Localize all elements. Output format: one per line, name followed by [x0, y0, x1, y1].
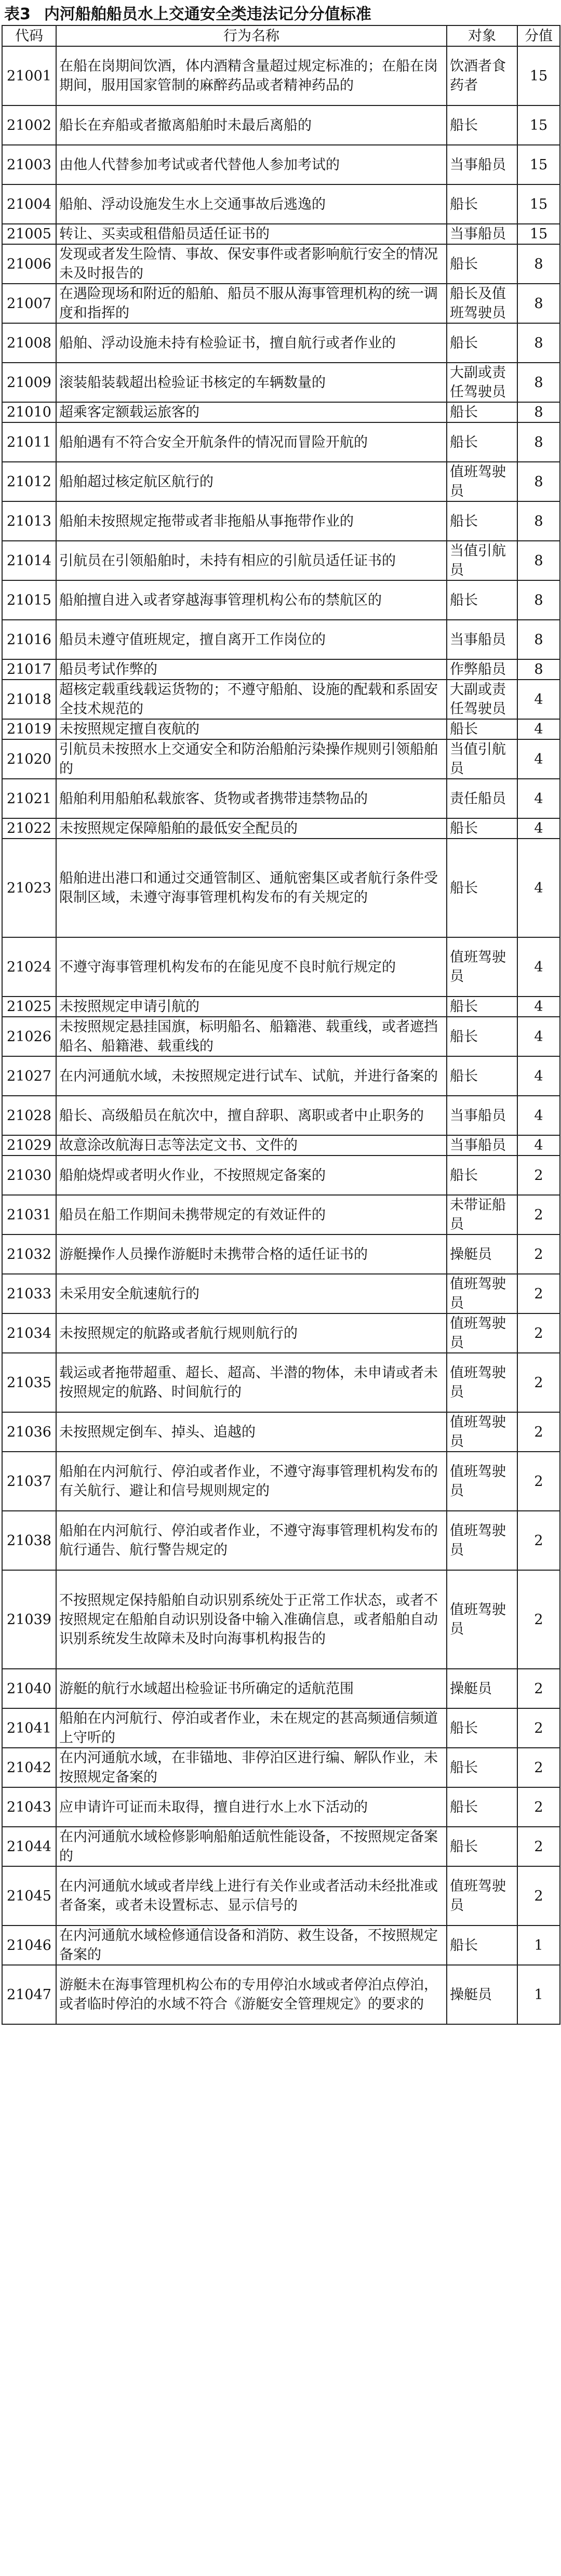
score-cell: 15 [517, 105, 560, 145]
score-cell: 2 [517, 1570, 560, 1669]
table-row [2, 1570, 560, 1669]
behavior-cell: 船长在弃船或者撤离船舶时未最后离船的 [56, 105, 447, 145]
behavior-cell: 滚装船装载超出检验证书核定的车辆数量的 [56, 363, 447, 402]
score-cell: 15 [517, 224, 560, 244]
code-cell: 21001 [2, 46, 56, 105]
target-cell: 当事船员 [447, 1096, 517, 1135]
table-row [2, 1511, 560, 1570]
score-cell: 8 [517, 422, 560, 462]
behavior-cell: 故意涂改航海日志等法定文书、文件的 [56, 1135, 447, 1156]
target-cell: 船长 [447, 323, 517, 363]
code-cell: 21039 [2, 1570, 56, 1669]
behavior-cell: 在内河通航水域或者岸线上进行有关作业或者活动未经批准或者备案，或者未设置标志、显示信号的 [56, 1866, 447, 1926]
target-cell: 作弊船员 [447, 659, 517, 680]
score-cell: 2 [517, 1511, 560, 1570]
target-cell: 船长 [447, 184, 517, 224]
score-cell: 8 [517, 462, 560, 501]
table-row [2, 818, 560, 839]
target-cell: 值班驾驶员 [447, 1511, 517, 1570]
score-cell: 8 [517, 402, 560, 422]
score-cell: 4 [517, 937, 560, 997]
table-row [2, 244, 560, 284]
table-row [2, 1827, 560, 1866]
code-cell: 21043 [2, 1787, 56, 1827]
code-cell: 21009 [2, 363, 56, 402]
behavior-cell: 船舶遇有不符合安全开航条件的情况而冒险开航的 [56, 422, 447, 462]
target-cell: 未带证船员 [447, 1195, 517, 1234]
code-cell: 21003 [2, 145, 56, 184]
code-cell: 21045 [2, 1866, 56, 1926]
table-row [2, 997, 560, 1017]
table-row [2, 779, 560, 818]
table-row [2, 323, 560, 363]
score-cell: 4 [517, 1096, 560, 1135]
code-cell: 21028 [2, 1096, 56, 1135]
column-header-score: 分值 [517, 25, 560, 46]
behavior-cell: 转让、买卖或租借船员适任证书的 [56, 224, 447, 244]
score-cell: 1 [517, 1965, 560, 2024]
table-row [2, 1412, 560, 1452]
behavior-cell: 游艇操作人员操作游艇时未携带合格的适任证书的 [56, 1234, 447, 1274]
table-row [2, 1096, 560, 1135]
target-cell: 当事船员 [447, 145, 517, 184]
target-cell: 当值引航员 [447, 739, 517, 779]
table-row [2, 284, 560, 323]
behavior-cell: 游艇未在海事管理机构公布的专用停泊水域或者停泊点停泊，或者临时停泊的水域不符合《游艇安全管理规定》的要求的 [56, 1965, 447, 2024]
table-row [2, 719, 560, 739]
code-cell: 21044 [2, 1827, 56, 1866]
target-cell: 船长 [447, 1748, 517, 1787]
table-row [2, 1787, 560, 1827]
table-row [2, 1708, 560, 1748]
score-cell: 2 [517, 1787, 560, 1827]
behavior-cell: 在内河通航水域，在非锚地、非停泊区进行编、解队作业，未按照规定备案的 [56, 1748, 447, 1787]
behavior-cell: 未按照规定悬挂国旗，标明船名、船籍港、载重线，或者遮挡船名、船籍港、载重线的 [56, 1017, 447, 1056]
behavior-cell: 游艇的航行水域超出检验证书所确定的适航范围 [56, 1669, 447, 1708]
score-cell: 4 [517, 1056, 560, 1096]
target-cell: 值班驾驶员 [447, 1313, 517, 1353]
behavior-cell: 载运或者拖带超重、超长、超高、半潜的物体，未申请或者未按照规定的航路、时间航行的 [56, 1353, 447, 1412]
behavior-cell: 由他人代替参加考试或者代替他人参加考试的 [56, 145, 447, 184]
table-number: 表3 [4, 5, 31, 23]
code-cell: 21022 [2, 818, 56, 839]
score-cell: 8 [517, 284, 560, 323]
target-cell: 船长 [447, 580, 517, 620]
behavior-cell: 船舶擅自进入或者穿越海事管理机构公布的禁航区的 [56, 580, 447, 620]
behavior-cell: 船舶在内河航行、停泊或者作业，未在规定的甚高频通信频道上守听的 [56, 1708, 447, 1748]
target-cell: 值班驾驶员 [447, 937, 517, 997]
score-cell: 4 [517, 997, 560, 1017]
score-cell: 8 [517, 659, 560, 680]
code-cell: 21010 [2, 402, 56, 422]
target-cell: 责任船员 [447, 779, 517, 818]
score-cell: 2 [517, 1313, 560, 1353]
table-row [2, 462, 560, 501]
score-cell: 8 [517, 541, 560, 580]
code-cell: 21040 [2, 1669, 56, 1708]
target-cell: 船长 [447, 105, 517, 145]
table-row [2, 184, 560, 224]
target-cell: 船长 [447, 997, 517, 1017]
table-row [2, 105, 560, 145]
code-cell: 21021 [2, 779, 56, 818]
score-cell: 2 [517, 1669, 560, 1708]
target-cell: 值班驾驶员 [447, 1866, 517, 1926]
behavior-cell: 船舶进出港口和通过交通管制区、通航密集区或者航行条件受限制区域，未遵守海事管理机构发布的有关规定的 [56, 839, 447, 937]
code-cell: 21046 [2, 1926, 56, 1965]
score-cell: 4 [517, 719, 560, 739]
table-row [2, 46, 560, 105]
behavior-cell: 船舶超过核定航区航行的 [56, 462, 447, 501]
behavior-cell: 超乘客定额载运旅客的 [56, 402, 447, 422]
target-cell: 船长 [447, 818, 517, 839]
target-cell: 值班驾驶员 [447, 462, 517, 501]
table-row [2, 680, 560, 719]
score-cell: 4 [517, 818, 560, 839]
score-cell: 4 [517, 839, 560, 937]
score-cell: 2 [517, 1452, 560, 1511]
behavior-cell: 船舶在内河航行、停泊或者作业，不遵守海事管理机构发布的航行通告、航行警告规定的 [56, 1511, 447, 1570]
target-cell: 船长 [447, 402, 517, 422]
table-row [2, 363, 560, 402]
code-cell: 21025 [2, 997, 56, 1017]
score-cell: 4 [517, 680, 560, 719]
target-cell: 船长 [447, 422, 517, 462]
target-cell: 操艇员 [447, 1965, 517, 2024]
behavior-cell: 船舶利用船舶私载旅客、货物或者携带违禁物品的 [56, 779, 447, 818]
table-row [2, 145, 560, 184]
code-cell: 21012 [2, 462, 56, 501]
behavior-cell: 船舶、浮动设施未持有检验证书，擅自航行或者作业的 [56, 323, 447, 363]
target-cell: 值班驾驶员 [447, 1452, 517, 1511]
code-cell: 21017 [2, 659, 56, 680]
score-cell: 2 [517, 1156, 560, 1195]
behavior-cell: 船舶烧焊或者明火作业，不按照规定备案的 [56, 1156, 447, 1195]
target-cell: 船长 [447, 1926, 517, 1965]
behavior-cell: 应申请许可证而未取得，擅自进行水上水下活动的 [56, 1787, 447, 1827]
behavior-cell: 未采用安全航速航行的 [56, 1274, 447, 1313]
code-cell: 21031 [2, 1195, 56, 1234]
code-cell: 21042 [2, 1748, 56, 1787]
target-cell: 船长 [447, 839, 517, 937]
table-row [2, 1926, 560, 1965]
behavior-cell: 船舶、浮动设施发生水上交通事故后逃逸的 [56, 184, 447, 224]
behavior-cell: 在船在岗期间饮酒，体内酒精含量超过规定标准的；在船在岗期间，服用国家管制的麻醉药品或者精神药品的 [56, 46, 447, 105]
code-cell: 21023 [2, 839, 56, 937]
code-cell: 21013 [2, 501, 56, 541]
code-cell: 21007 [2, 284, 56, 323]
code-cell: 21019 [2, 719, 56, 739]
target-cell: 当事船员 [447, 224, 517, 244]
target-cell: 当事船员 [447, 1135, 517, 1156]
code-cell: 21011 [2, 422, 56, 462]
table-row [2, 1056, 560, 1096]
target-cell: 船长 [447, 1787, 517, 1827]
score-cell: 4 [517, 1017, 560, 1056]
target-cell: 船长 [447, 1708, 517, 1748]
table-row [2, 1313, 560, 1353]
code-cell: 21030 [2, 1156, 56, 1195]
behavior-cell: 不遵守海事管理机构发布的在能见度不良时航行规定的 [56, 937, 447, 997]
behavior-cell: 未按照规定擅自夜航的 [56, 719, 447, 739]
violation-score-table [2, 25, 560, 2025]
score-cell: 2 [517, 1866, 560, 1926]
score-cell: 8 [517, 580, 560, 620]
table-title: 内河船舶船员水上交通安全类违法记分分值标准 [44, 5, 371, 23]
table-row [2, 1135, 560, 1156]
table-row [2, 1748, 560, 1787]
code-cell: 21029 [2, 1135, 56, 1156]
score-cell: 8 [517, 363, 560, 402]
table-row [2, 1234, 560, 1274]
behavior-cell: 未按照规定倒车、掉头、追越的 [56, 1412, 447, 1452]
behavior-cell: 在内河通航水域，未按照规定进行试车、试航，并进行备案的 [56, 1056, 447, 1096]
behavior-cell: 引航员未按照水上交通安全和防治船舶污染操作规则引领船舶的 [56, 739, 447, 779]
behavior-cell: 船员未遵守值班规定，擅自离开工作岗位的 [56, 620, 447, 659]
score-cell: 15 [517, 46, 560, 105]
score-cell: 4 [517, 1135, 560, 1156]
code-cell: 21033 [2, 1274, 56, 1313]
target-cell: 值班驾驶员 [447, 1412, 517, 1452]
table-row [2, 1017, 560, 1056]
target-cell: 船长 [447, 1156, 517, 1195]
score-cell: 2 [517, 1708, 560, 1748]
column-header-code: 代码 [2, 25, 56, 46]
target-cell: 船长 [447, 1056, 517, 1096]
behavior-cell: 在内河通航水域检修影响船舶适航性能设备，不按照规定备案的 [56, 1827, 447, 1866]
code-cell: 21047 [2, 1965, 56, 2024]
target-cell: 值班驾驶员 [447, 1274, 517, 1313]
table-row [2, 937, 560, 997]
behavior-cell: 在内河通航水域检修通信设备和消防、救生设备，不按照规定备案的 [56, 1926, 447, 1965]
score-cell: 8 [517, 244, 560, 284]
behavior-cell: 未按照规定的航路或者航行规则航行的 [56, 1313, 447, 1353]
code-cell: 21015 [2, 580, 56, 620]
code-cell: 21005 [2, 224, 56, 244]
code-cell: 21026 [2, 1017, 56, 1056]
code-cell: 21032 [2, 1234, 56, 1274]
target-cell: 饮酒者食药者 [447, 46, 517, 105]
target-cell: 船长 [447, 719, 517, 739]
code-cell: 21016 [2, 620, 56, 659]
target-cell: 操艇员 [447, 1234, 517, 1274]
behavior-cell: 船长、高级船员在航次中，擅自辞职、离职或者中止职务的 [56, 1096, 447, 1135]
score-cell: 8 [517, 620, 560, 659]
score-cell: 4 [517, 739, 560, 779]
score-cell: 2 [517, 1234, 560, 1274]
code-cell: 21006 [2, 244, 56, 284]
table-row [2, 1274, 560, 1313]
table-row [2, 1866, 560, 1926]
code-cell: 21018 [2, 680, 56, 719]
table-row [2, 1353, 560, 1412]
table-row [2, 1669, 560, 1708]
score-cell: 2 [517, 1195, 560, 1234]
behavior-cell: 未按照规定申请引航的 [56, 997, 447, 1017]
score-cell: 2 [517, 1412, 560, 1452]
code-cell: 21041 [2, 1708, 56, 1748]
code-cell: 21008 [2, 323, 56, 363]
target-cell: 船长 [447, 1017, 517, 1056]
score-cell: 8 [517, 501, 560, 541]
target-cell: 当值引航员 [447, 541, 517, 580]
table-row [2, 501, 560, 541]
code-cell: 21002 [2, 105, 56, 145]
target-cell: 船长 [447, 244, 517, 284]
column-header-behavior: 行为名称 [56, 25, 447, 46]
code-cell: 21036 [2, 1412, 56, 1452]
code-cell: 21020 [2, 739, 56, 779]
table-row [2, 620, 560, 659]
target-cell: 船长及值班驾驶员 [447, 284, 517, 323]
table-header-row [2, 25, 560, 46]
code-cell: 21024 [2, 937, 56, 997]
behavior-cell: 不按照规定保持船舶自动识别系统处于正常工作状态，或者不按照规定在船舶自动识别设备中输入准确信息，或者船舶自动识别系统发生故障未及时向海事机构报告的 [56, 1570, 447, 1669]
score-cell: 2 [517, 1274, 560, 1313]
table-row [2, 739, 560, 779]
score-cell: 2 [517, 1827, 560, 1866]
table-row [2, 580, 560, 620]
table-row [2, 839, 560, 937]
behavior-cell: 船舶在内河航行、停泊或者作业，不遵守海事管理机构发布的有关航行、避让和信号规则规定的 [56, 1452, 447, 1511]
score-cell: 2 [517, 1748, 560, 1787]
table-row [2, 422, 560, 462]
score-cell: 15 [517, 145, 560, 184]
code-cell: 21037 [2, 1452, 56, 1511]
code-cell: 21004 [2, 184, 56, 224]
code-cell: 21035 [2, 1353, 56, 1412]
behavior-cell: 在遇险现场和附近的船舶、船员不服从海事管理机构的统一调度和指挥的 [56, 284, 447, 323]
score-cell: 2 [517, 1353, 560, 1412]
target-cell: 大副或责任驾驶员 [447, 680, 517, 719]
table-row [2, 541, 560, 580]
score-cell: 1 [517, 1926, 560, 1965]
target-cell: 值班驾驶员 [447, 1353, 517, 1412]
target-cell: 大副或责任驾驶员 [447, 363, 517, 402]
behavior-cell: 船舶未按照规定拖带或者非拖船从事拖带作业的 [56, 501, 447, 541]
code-cell: 21038 [2, 1511, 56, 1570]
behavior-cell: 引航员在引领船舶时，未持有相应的引航员适任证书的 [56, 541, 447, 580]
table-row [2, 224, 560, 244]
target-cell: 值班驾驶员 [447, 1570, 517, 1669]
behavior-cell: 超核定载重线载运货物的；不遵守船舶、设施的配载和系固安全技术规范的 [56, 680, 447, 719]
target-cell: 船长 [447, 1827, 517, 1866]
score-cell: 8 [517, 323, 560, 363]
table-row [2, 1452, 560, 1511]
table-row [2, 1195, 560, 1234]
behavior-cell: 发现或者发生险情、事故、保安事件或者影响航行安全的情况未及时报告的 [56, 244, 447, 284]
code-cell: 21014 [2, 541, 56, 580]
behavior-cell: 船员在船工作期间未携带规定的有效证件的 [56, 1195, 447, 1234]
table-row [2, 402, 560, 422]
target-cell: 船长 [447, 501, 517, 541]
target-cell: 当事船员 [447, 620, 517, 659]
behavior-cell: 船员考试作弊的 [56, 659, 447, 680]
table-row [2, 659, 560, 680]
code-cell: 21027 [2, 1056, 56, 1096]
score-cell: 4 [517, 779, 560, 818]
table-row [2, 1965, 560, 2024]
table-caption [0, 0, 561, 25]
table-body [2, 46, 560, 2024]
column-header-target: 对象 [447, 25, 517, 46]
behavior-cell: 未按照规定保障船舶的最低安全配员的 [56, 818, 447, 839]
table-row [2, 1156, 560, 1195]
code-cell: 21034 [2, 1313, 56, 1353]
target-cell: 操艇员 [447, 1669, 517, 1708]
score-cell: 15 [517, 184, 560, 224]
